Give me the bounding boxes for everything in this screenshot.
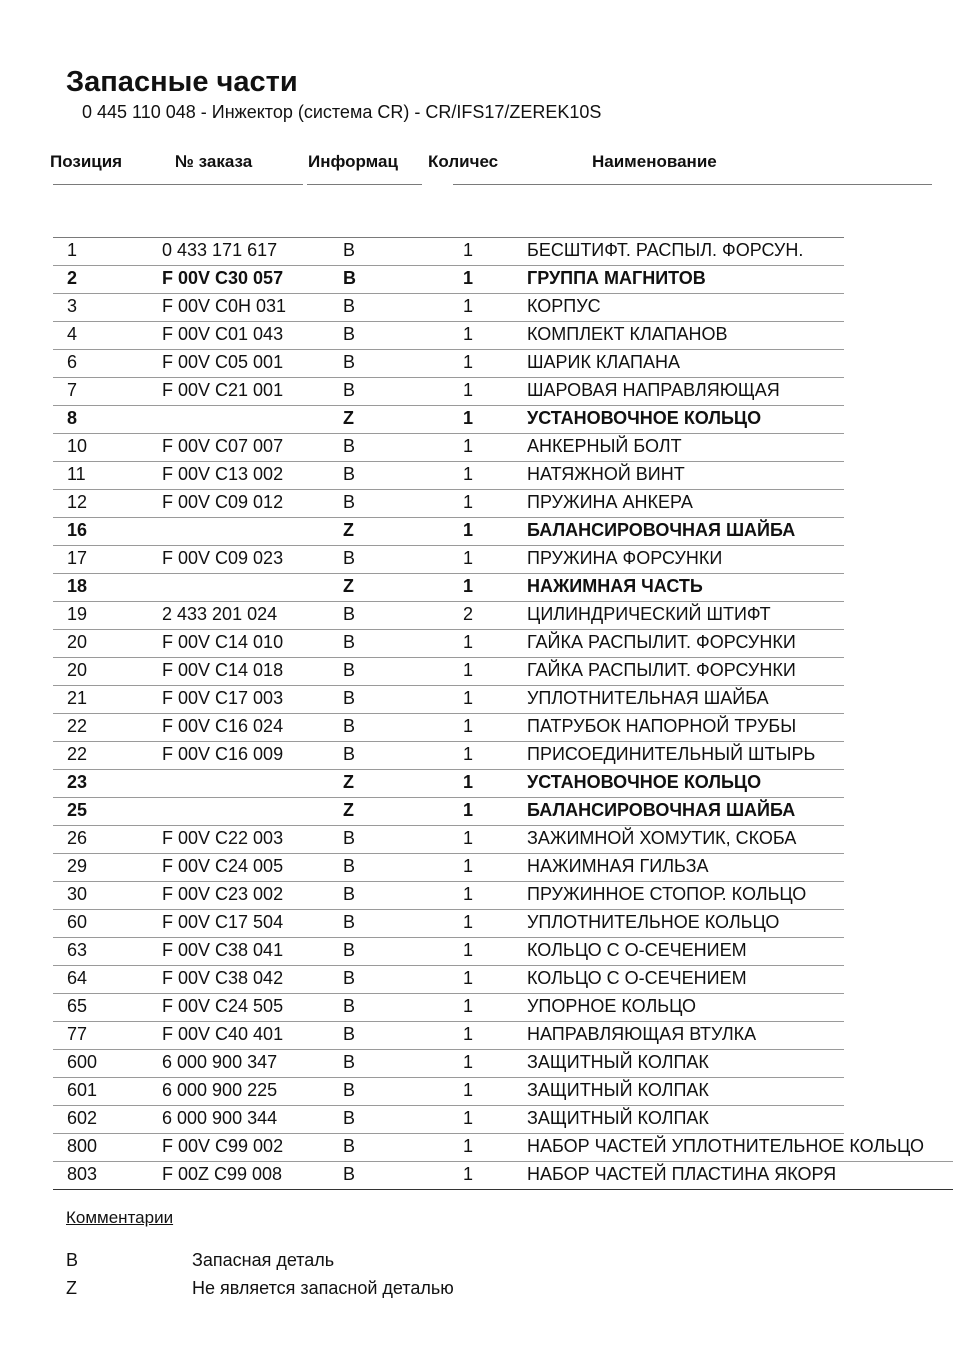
column-header-order-number: № заказа [175, 152, 253, 171]
cell-quantity: 1 [463, 632, 474, 652]
cell-name: ПРИСОЕДИНИТЕЛЬНЫЙ ШТЫРЬ [527, 744, 816, 764]
legend-code: Z [66, 1278, 77, 1298]
table-row [0, 826, 960, 854]
cell-quantity: 1 [463, 660, 474, 680]
cell-quantity: 1 [463, 240, 474, 260]
page-subtitle: 0 445 110 048 - Инжектор (система CR) - CR/IFS17/ZEREK10S [82, 102, 602, 122]
cell-name: УСТАНОВОЧНОЕ КОЛЬЦО [527, 408, 762, 428]
cell-info: B [343, 716, 356, 736]
cell-position: 29 [67, 856, 88, 876]
cell-info: B [343, 324, 356, 344]
cell-name: АНКЕРНЫЙ БОЛТ [527, 436, 682, 456]
cell-position: 12 [67, 492, 88, 512]
cell-info: Z [343, 520, 354, 540]
cell-info: Z [343, 576, 354, 596]
comments-title: Комментарии [66, 1208, 174, 1227]
cell-info: B [343, 1136, 356, 1156]
cell-order-number: 0 433 171 617 [162, 240, 278, 260]
cell-name: ПРУЖИНА АНКЕРА [527, 492, 693, 512]
column-header-quantity: Количес [428, 152, 499, 171]
cell-name: НАЖИМНАЯ ЧАСТЬ [527, 576, 703, 596]
column-header-info: Информац [308, 152, 398, 171]
table-row [0, 322, 960, 350]
cell-quantity: 1 [463, 940, 474, 960]
table-row [0, 490, 960, 518]
cell-order-number: F 00V C23 002 [162, 884, 284, 904]
table-row [0, 434, 960, 462]
table-row [0, 378, 960, 406]
cell-position: 20 [67, 632, 88, 652]
cell-quantity: 1 [463, 996, 474, 1016]
cell-order-number: F 00V C24 505 [162, 996, 284, 1016]
cell-quantity: 1 [463, 828, 474, 848]
cell-quantity: 1 [463, 688, 474, 708]
cell-order-number: F 00V C24 005 [162, 856, 284, 876]
table-row [0, 406, 960, 434]
cell-quantity: 1 [463, 856, 474, 876]
table-row [0, 462, 960, 490]
cell-quantity: 1 [463, 464, 474, 484]
cell-position: 21 [67, 688, 88, 708]
cell-name: УПЛОТНИТЕЛЬНОЕ КОЛЬЦО [527, 912, 780, 932]
cell-info: B [343, 828, 356, 848]
cell-name: КОРПУС [527, 296, 601, 316]
cell-name: ШАРОВАЯ НАПРАВЛЯЮЩАЯ [527, 380, 780, 400]
cell-order-number: F 00V C09 012 [162, 492, 284, 512]
column-header-position: Позиция [50, 152, 123, 171]
cell-position: 77 [67, 1024, 88, 1044]
cell-name: КОМПЛЕКТ КЛАПАНОВ [527, 324, 728, 344]
cell-order-number: F 00V C30 057 [162, 268, 284, 288]
cell-order-number: F 00V C09 023 [162, 548, 284, 568]
cell-info: B [343, 632, 356, 652]
cell-name: БАЛАНСИРОВОЧНАЯ ШАЙБА [527, 800, 796, 820]
cell-quantity: 1 [463, 716, 474, 736]
cell-name: ГРУППА МАГНИТОВ [527, 268, 706, 288]
legend-code: B [66, 1250, 79, 1270]
table-row [0, 938, 960, 966]
cell-quantity: 1 [463, 296, 474, 316]
table-row [0, 238, 960, 266]
cell-quantity: 1 [463, 1080, 474, 1100]
cell-name: УСТАНОВОЧНОЕ КОЛЬЦО [527, 772, 762, 792]
cell-quantity: 1 [463, 352, 474, 372]
cell-name: ПРУЖИНА ФОРСУНКИ [527, 548, 723, 568]
table-row [0, 518, 960, 546]
cell-name: НАБОР ЧАСТЕЙ УПЛОТНИТЕЛЬНОЕ КОЛЬЦО [527, 1136, 924, 1156]
cell-info: B [343, 968, 356, 988]
cell-info: B [343, 1024, 356, 1044]
cell-name: ЗАЩИТНЫЙ КОЛПАК [527, 1052, 709, 1072]
cell-quantity: 1 [463, 520, 474, 540]
cell-position: 64 [67, 968, 88, 988]
cell-quantity: 1 [463, 576, 474, 596]
table-row [0, 658, 960, 686]
cell-order-number: F 00V C14 018 [162, 660, 284, 680]
cell-order-number: F 00V C22 003 [162, 828, 284, 848]
header-underline [453, 184, 932, 185]
table-row [0, 574, 960, 602]
cell-position: 6 [67, 352, 78, 372]
cell-quantity: 1 [463, 1108, 474, 1128]
cell-position: 60 [67, 912, 88, 932]
cell-quantity: 1 [463, 1136, 474, 1156]
table-row [0, 910, 960, 938]
cell-position: 19 [67, 604, 88, 624]
table-row [0, 350, 960, 378]
cell-info: B [343, 296, 356, 316]
cell-info: B [343, 436, 356, 456]
cell-quantity: 1 [463, 968, 474, 988]
cell-order-number: 6 000 900 347 [162, 1052, 278, 1072]
cell-position: 16 [67, 520, 88, 540]
cell-name: ГАЙКА РАСПЫЛИТ. ФОРСУНКИ [527, 632, 796, 652]
cell-name: УПОРНОЕ КОЛЬЦО [527, 996, 697, 1016]
cell-info: Z [343, 772, 354, 792]
cell-quantity: 1 [463, 324, 474, 344]
cell-name: БЕСШТИФТ. РАСПЫЛ. ФОРСУН. [527, 240, 804, 260]
header-underline [53, 184, 303, 185]
cell-info: B [343, 240, 356, 260]
table-row [0, 994, 960, 1022]
cell-order-number: F 00Z C99 008 [162, 1164, 283, 1184]
table-row [0, 266, 960, 294]
cell-order-number: F 00V C21 001 [162, 380, 284, 400]
cell-quantity: 1 [463, 800, 474, 820]
cell-position: 4 [67, 324, 78, 344]
cell-name: ПАТРУБОК НАПОРНОЙ ТРУБЫ [527, 716, 797, 736]
cell-name: НАПРАВЛЯЮЩАЯ ВТУЛКА [527, 1024, 757, 1044]
cell-position: 10 [67, 436, 88, 456]
cell-info: Z [343, 408, 354, 428]
cell-position: 26 [67, 828, 88, 848]
table-row [0, 882, 960, 910]
cell-quantity: 1 [463, 744, 474, 764]
cell-quantity: 1 [463, 912, 474, 932]
row-divider [53, 1189, 953, 1190]
cell-quantity: 1 [463, 268, 474, 288]
table-row [0, 1078, 960, 1106]
cell-info: B [343, 492, 356, 512]
cell-position: 1 [67, 240, 78, 260]
cell-info: B [343, 464, 356, 484]
cell-quantity: 1 [463, 772, 474, 792]
cell-order-number: F 00V C07 007 [162, 436, 284, 456]
cell-name: ЗАЩИТНЫЙ КОЛПАК [527, 1080, 709, 1100]
table-row [0, 294, 960, 322]
cell-position: 63 [67, 940, 88, 960]
cell-position: 11 [67, 464, 86, 484]
cell-order-number: F 00V C16 024 [162, 716, 284, 736]
cell-info: B [343, 996, 356, 1016]
cell-order-number: F 00V C16 009 [162, 744, 284, 764]
cell-position: 22 [67, 744, 88, 764]
cell-info: B [343, 856, 356, 876]
cell-order-number: F 00V C14 010 [162, 632, 284, 652]
cell-info: B [343, 548, 356, 568]
cell-position: 22 [67, 716, 88, 736]
cell-info: B [343, 604, 356, 624]
table-row [0, 1134, 960, 1162]
cell-info: B [343, 940, 356, 960]
cell-position: 20 [67, 660, 88, 680]
table-row [0, 854, 960, 882]
cell-order-number: 6 000 900 344 [162, 1108, 278, 1128]
table-row [0, 742, 960, 770]
cell-order-number: F 00V C38 042 [162, 968, 284, 988]
cell-quantity: 2 [463, 604, 474, 624]
cell-position: 30 [67, 884, 88, 904]
cell-name: БАЛАНСИРОВОЧНАЯ ШАЙБА [527, 520, 796, 540]
cell-position: 25 [67, 800, 88, 820]
cell-position: 65 [67, 996, 88, 1016]
cell-position: 600 [67, 1052, 98, 1072]
cell-quantity: 1 [463, 492, 474, 512]
cell-info: Z [343, 800, 354, 820]
cell-position: 803 [67, 1164, 98, 1184]
cell-name: КОЛЬЦО С О-СЕЧЕНИЕМ [527, 940, 747, 960]
table-row [0, 1106, 960, 1134]
cell-info: B [343, 884, 356, 904]
legend-description: Запасная деталь [192, 1250, 335, 1270]
cell-quantity: 1 [463, 884, 474, 904]
cell-order-number: 6 000 900 225 [162, 1080, 278, 1100]
cell-position: 2 [67, 268, 78, 288]
cell-name: УПЛОТНИТЕЛЬНАЯ ШАЙБА [527, 688, 769, 708]
page-title: Запасные части [66, 66, 298, 98]
cell-order-number: F 00V C17 504 [162, 912, 284, 932]
cell-info: B [343, 1164, 356, 1184]
cell-quantity: 1 [463, 1052, 474, 1072]
table-row [0, 714, 960, 742]
cell-info: B [343, 352, 356, 372]
cell-quantity: 1 [463, 380, 474, 400]
cell-quantity: 1 [463, 408, 474, 428]
cell-name: КОЛЬЦО С О-СЕЧЕНИЕМ [527, 968, 747, 988]
cell-order-number: F 00V C38 041 [162, 940, 284, 960]
cell-info: B [343, 1108, 356, 1128]
cell-name: ГАЙКА РАСПЫЛИТ. ФОРСУНКИ [527, 660, 796, 680]
table-row [0, 798, 960, 826]
cell-name: ЗАЖИМНОЙ ХОМУТИК, СКОБА [527, 828, 797, 848]
cell-quantity: 1 [463, 436, 474, 456]
table-row [0, 686, 960, 714]
cell-position: 7 [67, 380, 78, 400]
cell-quantity: 1 [463, 1024, 474, 1044]
cell-info: B [343, 912, 356, 932]
column-header-name: Наименование [592, 152, 717, 171]
cell-order-number: F 00V C05 001 [162, 352, 284, 372]
cell-info: B [343, 1052, 356, 1072]
table-row [0, 966, 960, 994]
cell-position: 18 [67, 576, 88, 596]
table-row [0, 770, 960, 798]
table-row [0, 546, 960, 574]
table-row [0, 1050, 960, 1078]
cell-position: 17 [67, 548, 88, 568]
cell-name: НАТЯЖНОЙ ВИНТ [527, 464, 685, 484]
cell-order-number: 2 433 201 024 [162, 604, 278, 624]
cell-order-number: F 00V C13 002 [162, 464, 284, 484]
cell-info: B [343, 660, 356, 680]
cell-name: ПРУЖИННОЕ СТОПОР. КОЛЬЦО [527, 884, 807, 904]
cell-name: ЦИЛИНДРИЧЕСКИЙ ШТИФТ [527, 604, 771, 624]
cell-position: 23 [67, 772, 88, 792]
cell-order-number: F 00V C40 401 [162, 1024, 284, 1044]
table-row [0, 1162, 960, 1190]
cell-name: НАБОР ЧАСТЕЙ ПЛАСТИНА ЯКОРЯ [527, 1164, 837, 1184]
cell-info: B [343, 380, 356, 400]
cell-position: 3 [67, 296, 78, 316]
cell-name: НАЖИМНАЯ ГИЛЬЗА [527, 856, 709, 876]
cell-position: 8 [67, 408, 78, 428]
cell-position: 800 [67, 1136, 98, 1156]
cell-quantity: 1 [463, 548, 474, 568]
cell-order-number: F 00V C01 043 [162, 324, 284, 344]
cell-info: B [343, 744, 356, 764]
cell-order-number: F 00V C0H 031 [162, 296, 287, 316]
cell-position: 602 [67, 1108, 98, 1128]
cell-info: B [343, 688, 356, 708]
table-row [0, 630, 960, 658]
table-row [0, 1022, 960, 1050]
cell-order-number: F 00V C17 003 [162, 688, 284, 708]
cell-quantity: 1 [463, 1164, 474, 1184]
legend-description: Не является запасной деталью [192, 1278, 454, 1298]
cell-info: B [343, 268, 356, 288]
table-row [0, 602, 960, 630]
cell-name: ЗАЩИТНЫЙ КОЛПАК [527, 1108, 709, 1128]
header-underline [307, 184, 422, 185]
cell-order-number: F 00V C99 002 [162, 1136, 284, 1156]
cell-position: 601 [67, 1080, 98, 1100]
cell-name: ШАРИК КЛАПАНА [527, 352, 680, 372]
cell-info: B [343, 1080, 356, 1100]
